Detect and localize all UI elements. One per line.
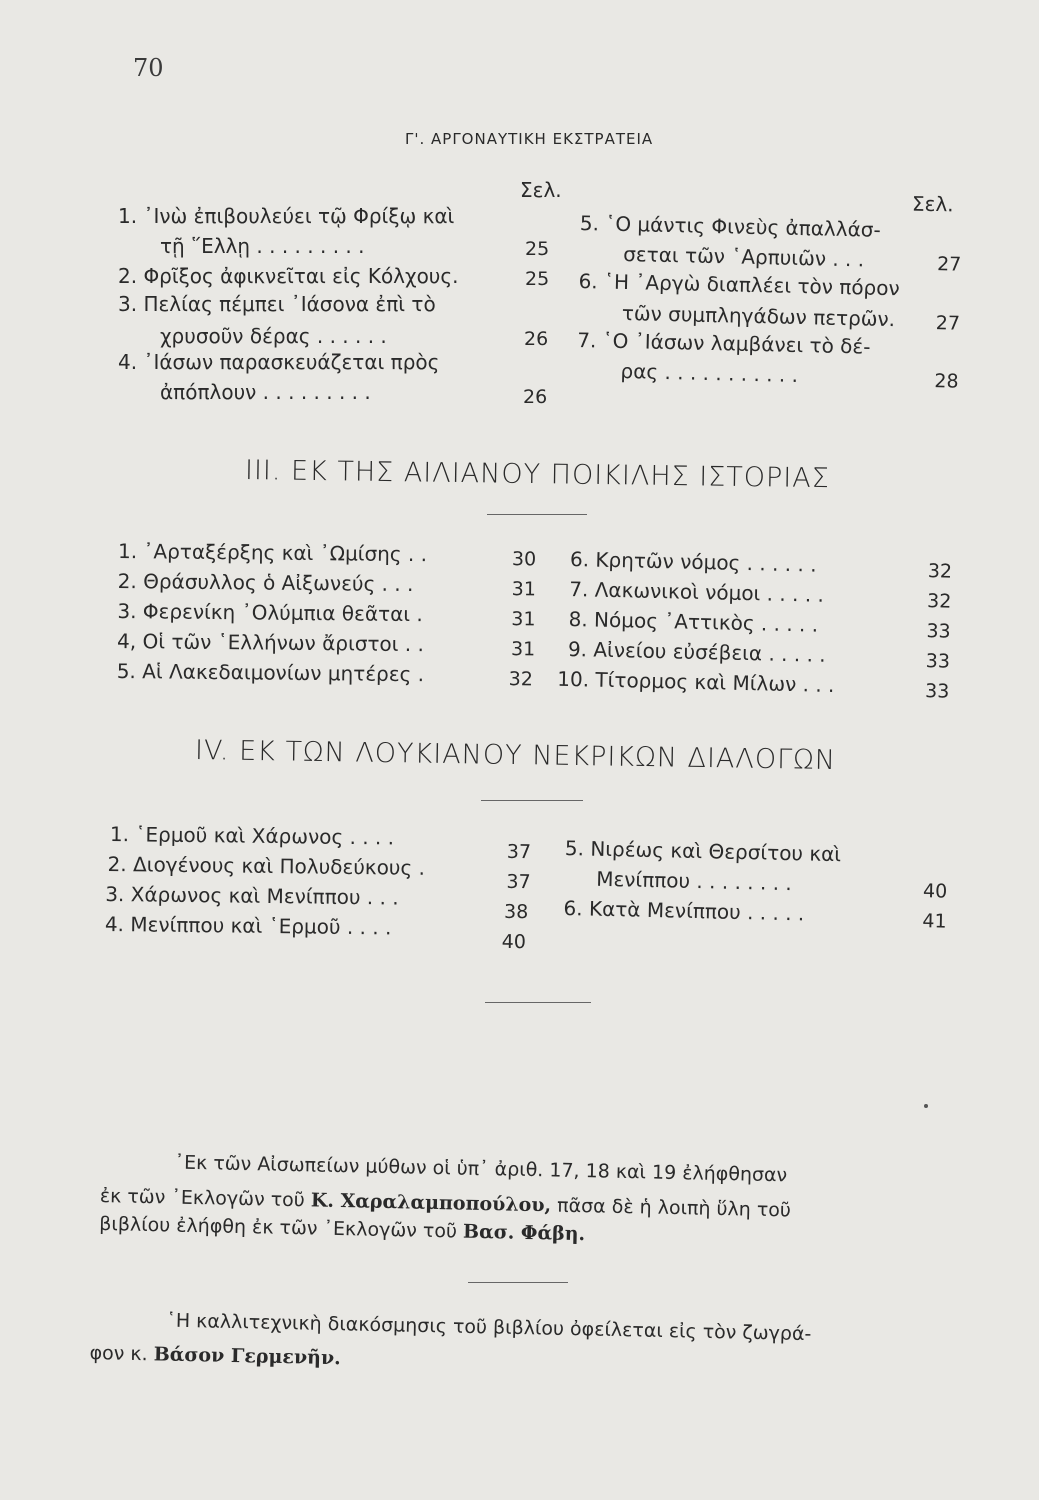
toc-page-number: 37 bbox=[506, 840, 532, 864]
toc-page-number: 32 bbox=[508, 668, 534, 691]
section-3-title: ΙΙΙ. ΕΚ ΤΗΣ ΑΙΛΙΑΝΟΥ ΠΟΙΚΙΛΗΣ ΙΣΤΟΡΙΑΣ bbox=[244, 455, 830, 495]
note-text: πᾶσα δὲ ἡ λοιπὴ ὕλη τοῦ bbox=[556, 1194, 792, 1222]
toc-entry-line: 9. Αἰνείου εὐσέβεια . . . . . bbox=[567, 636, 826, 667]
toc-entry-line: ἀπόπλουν . . . . . . . . . bbox=[160, 380, 371, 404]
ink-speck bbox=[924, 1104, 928, 1108]
section-c-title: Γ'. ΑΡΓΟΝΑΥΤΙΚΗ ΕΚΣΤΡΑΤΕΙΑ bbox=[405, 130, 654, 148]
toc-entry-line: 6. Κρητῶν νόμος . . . . . . bbox=[569, 547, 817, 577]
note-line: ᾿Εκ τῶν Αἰσωπείων μύθων οἱ ὑπ᾿ ἀριθ. 17, 18 καὶ 19 ἐλήφθησαν bbox=[174, 1151, 788, 1187]
toc-page-number: 28 bbox=[934, 370, 959, 393]
toc-entry-line: 5. Νιρέως καὶ Θερσίτου καὶ bbox=[564, 836, 842, 867]
divider bbox=[468, 1282, 568, 1283]
toc-page-number: 26 bbox=[523, 386, 548, 408]
toc-entry-line: 8. Νόμος ᾿Αττικὸς . . . . . bbox=[568, 606, 819, 637]
toc-entry-line: 1. ᾿Ινὼ ἐπιβουλεύει τῷ Φρίξῳ καὶ bbox=[118, 204, 455, 228]
note-text: βιβλίου ἐλήφθη ἐκ τῶν ᾿Εκλογῶν τοῦ bbox=[99, 1212, 458, 1243]
toc-page-number: 27 bbox=[936, 253, 962, 276]
page-col-label-left: Σελ. bbox=[520, 178, 562, 202]
toc-entry-line: ρας . . . . . . . . . . . bbox=[620, 358, 799, 387]
toc-entry-line: 3. Πελίας πέμπει ᾿Ιάσονα ἐπὶ τὸ bbox=[118, 292, 436, 316]
toc-entry-line: 4. ᾿Ιάσων παρασκευάζεται πρὸς bbox=[118, 350, 440, 374]
toc-entry-line: 3. Χάρωνος καὶ Μενίππου . . . bbox=[105, 881, 399, 910]
toc-page-number: 33 bbox=[925, 650, 951, 673]
toc-page-number: 26 bbox=[524, 328, 549, 350]
toc-entry-line: 2. Θράσυλλος ὁ Αἰξωνεύς . . . bbox=[117, 568, 414, 597]
toc-page-number: 38 bbox=[503, 900, 529, 924]
toc-entry-line: τῶν συμπληγάδων πετρῶν. bbox=[621, 300, 896, 332]
toc-entry-line: τῇ ῞Ελλῃ . . . . . . . . . bbox=[160, 234, 365, 258]
toc-page-number: 25 bbox=[525, 238, 550, 260]
toc-page-number: 25 bbox=[525, 268, 550, 290]
toc-entry-line: 6. ῾Η ᾿Αργὼ διαπλέει τὸν πόρον bbox=[578, 268, 900, 301]
toc-page-number: 31 bbox=[511, 608, 536, 631]
toc-page-number: 31 bbox=[510, 638, 536, 661]
toc-entry-line: Μενίππου . . . . . . . . bbox=[595, 866, 793, 896]
toc-entry-line: 4, Οἱ τῶν ῾Ελλήνων ἄριστοι . . bbox=[116, 628, 425, 657]
toc-entry-line: σεται τῶν ῾Αρπυιῶν . . . bbox=[622, 241, 865, 272]
toc-entry-line: 3. Φερενίκη ᾿Ολύμπια θεᾶται . bbox=[117, 598, 423, 627]
toc-page-number: 40 bbox=[501, 930, 527, 954]
note-text: φον κ. bbox=[89, 1341, 148, 1366]
toc-page-number: 40 bbox=[922, 880, 948, 903]
note-line: ῾Η καλλιτεχνικὴ διακόσμησις τοῦ βιβλίου ὀφείλεται εἰς τὸν ζωγρά- bbox=[166, 1309, 812, 1346]
author-name: Κ. Χαραλαμποπούλου, bbox=[310, 1189, 552, 1217]
toc-page-number: 27 bbox=[935, 312, 961, 335]
toc-page-number: 41 bbox=[922, 910, 947, 933]
toc-page-number: 33 bbox=[926, 620, 951, 643]
section-4-title: IV. ΕΚ ΤΩΝ ΛΟΥΚΙΑΝΟΥ ΝΕΚΡΙΚΩΝ ΔΙΑΛΟΓΩΝ bbox=[194, 735, 837, 777]
toc-entry-line: 4. Μενίππου καὶ ῾Ερμοῦ . . . . bbox=[104, 911, 392, 940]
artist-name: Βάσον Γερμενῆν. bbox=[153, 1343, 342, 1370]
toc-entry-line: 1. ῾Ερμοῦ καὶ Χάρωνος . . . . bbox=[109, 822, 395, 850]
toc-page-number: 32 bbox=[927, 560, 953, 583]
divider bbox=[487, 514, 587, 515]
toc-page-number: 31 bbox=[511, 578, 536, 601]
toc-entry-line: 2. Διογένους καὶ Πολυδεύκους . bbox=[107, 851, 426, 880]
divider bbox=[485, 1002, 591, 1003]
toc-entry-line: 5. Αἱ Λακεδαιμονίων μητέρες . bbox=[116, 658, 425, 687]
author-name: Βασ. Φάβη. bbox=[462, 1220, 586, 1246]
toc-entry-line: 7. Λακωνικοὶ νόμοι . . . . . bbox=[569, 576, 825, 607]
toc-entry-line: χρυσοῦν δέρας . . . . . . bbox=[160, 324, 387, 348]
page-col-label-right: Σελ. bbox=[911, 191, 954, 217]
toc-page-number: 37 bbox=[506, 870, 531, 894]
toc-entry-line: 5. ῾Ο μάντις Φινεὺς ἀπαλλάσ- bbox=[579, 211, 881, 242]
toc-entry-line: 1. ᾿Αρταξέρξης καὶ ᾿Ωμίσης . . bbox=[117, 539, 428, 567]
toc-entry-line: 7. ῾Ο ᾿Ιάσων λαμβάνει τὸ δέ- bbox=[577, 327, 871, 359]
toc-page-number: 32 bbox=[926, 590, 952, 613]
toc-entry-line: 10. Τίτορμος καὶ Μίλων . . . bbox=[557, 666, 835, 698]
note-text: ἐκ τῶν ᾿Εκλογῶν τοῦ bbox=[99, 1185, 306, 1212]
divider bbox=[481, 800, 583, 801]
toc-page-number: 30 bbox=[511, 548, 537, 571]
page-number: 70 bbox=[133, 54, 164, 82]
toc-entry-line: 6. Κατὰ Μενίππου . . . . . bbox=[563, 895, 805, 926]
toc-page-number: 33 bbox=[924, 680, 950, 703]
toc-entry-line: 2. Φρῖξος ἀφικνεῖται εἰς Κόλχους. bbox=[118, 264, 459, 288]
